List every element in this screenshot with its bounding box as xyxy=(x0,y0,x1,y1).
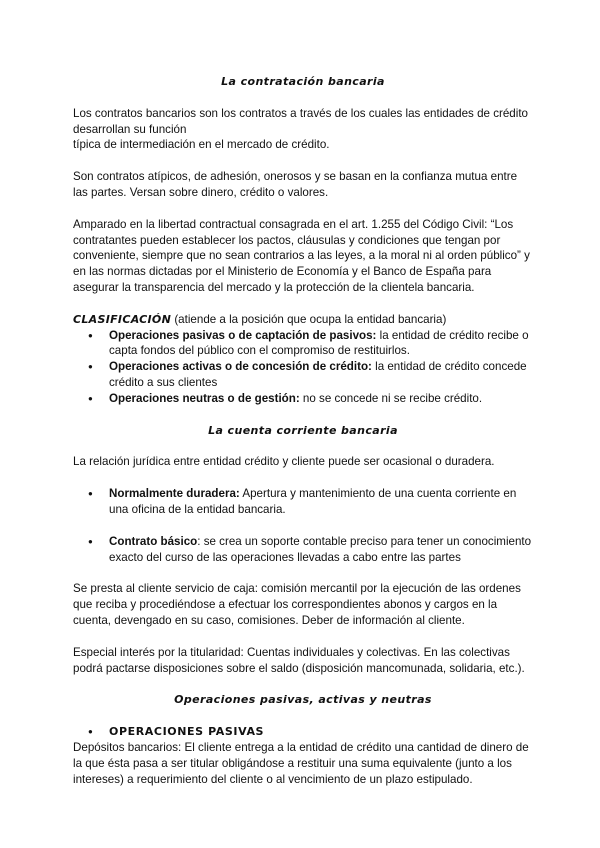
paragraph-definicion-line1: Los contratos bancarios son los contratos a través de los cuales las entidades de crédito desarrollan su función xyxy=(73,106,528,136)
section-title-cuenta-corriente: La cuenta corriente bancaria xyxy=(208,423,398,437)
list-item-term: Operaciones activas o de concesión de crédito: xyxy=(109,360,372,374)
paragraph-relacion-juridica: La relación jurídica entre entidad crédito y cliente puede ser ocasional o duradera. xyxy=(73,455,495,469)
list-item-text: la entidad de crédito recibe o capta fondos del público con el compromiso de restituirlos. xyxy=(109,328,529,358)
operaciones-pasivas-heading: OPERACIONES PASIVAS xyxy=(109,725,265,739)
list-item xyxy=(73,328,533,360)
operaciones-pasivas-list xyxy=(73,724,533,740)
list-item-term: Normalmente duradera: xyxy=(109,487,240,501)
paragraph-depositos: Depósitos bancarios: El cliente entrega a la entidad de crédito una cantidad de dinero de la que ésta pasa a ser titular obligándose a restituir una suma equivalente (junto a los intereses) a requerimiento del cliente o al vencimiento de un plazo estipulado. xyxy=(73,740,529,786)
paragraph-codigo-civil: Amparado en la libertad contractual consagrada en el art. 1.255 del Código Civil: “Los contratantes pueden establecer los pactos, cláusulas y condiciones que tengan por conveniente, siempre que no sean contrarios a las leyes, a la moral ni al orden público” y en las normas dictadas por el Ministerio de Economía y el Banco de España para asegurar la transparencia del mercado y la protección de la clientela bancaria. xyxy=(73,217,530,294)
list-item-text: la entidad de crédito concede crédito a sus clientes xyxy=(109,360,527,389)
list-item xyxy=(73,391,533,407)
list-item-term: Operaciones pasivas o de captación de pasivos: xyxy=(109,328,377,342)
cuenta-list xyxy=(73,486,533,565)
list-item-term: Operaciones neutras o de gestión: xyxy=(109,391,300,405)
clasificacion-note: (atiende a la posición que ocupa la entidad bancaria) xyxy=(171,312,447,326)
list-item-term: Contrato básico xyxy=(109,534,198,548)
paragraph-titularidad: Especial interés por la titularidad: Cuentas individuales y colectivas. En las colectivas podrá pactarse disposiciones sobre el saldo (disposición mancomunada, solidaria, etc.). xyxy=(73,645,525,675)
section-title-contratacion: La contratación bancaria xyxy=(221,75,385,88)
list-item xyxy=(73,359,533,391)
list-item xyxy=(73,534,533,566)
list-item-text: Apertura y mantenimiento de una cuenta corriente en una oficina de la entidad bancaria. xyxy=(109,487,517,516)
list-item xyxy=(73,724,533,740)
list-item-text: : se crea un soporte contable preciso para tener un conocimiento exacto del curso de las operaciones llevadas a cabo entre las partes xyxy=(109,534,532,564)
clasificacion-heading xyxy=(73,312,533,328)
paragraph-servicio-caja: Se presta al cliente servicio de caja: comisión mercantil por la ejecución de las ordenes que reciba y procediéndose a efectuar los correspondientes abonos y cargos en la cuenta, devengado en su caso, comisiones. Deber de información al cliente. xyxy=(73,582,521,627)
clasificacion-list xyxy=(73,328,533,407)
paragraph-caracteristicas: Son contratos atípicos, de adhesión, onerosos y se basan en la confianza mutua entre las partes. Versan sobre dinero, crédito o valores. xyxy=(73,170,518,199)
paragraph-definicion-line2: típica de intermediación en el mercado de crédito. xyxy=(73,138,330,152)
list-item xyxy=(73,486,533,518)
section-title-operaciones: Operaciones pasivas, activas y neutras xyxy=(174,693,432,707)
list-item-text: no se concede ni se recibe crédito. xyxy=(299,391,483,405)
document-body xyxy=(73,74,533,787)
clasificacion-label: CLASIFICACIÓN xyxy=(73,312,172,326)
paragraph-definicion xyxy=(73,106,533,153)
